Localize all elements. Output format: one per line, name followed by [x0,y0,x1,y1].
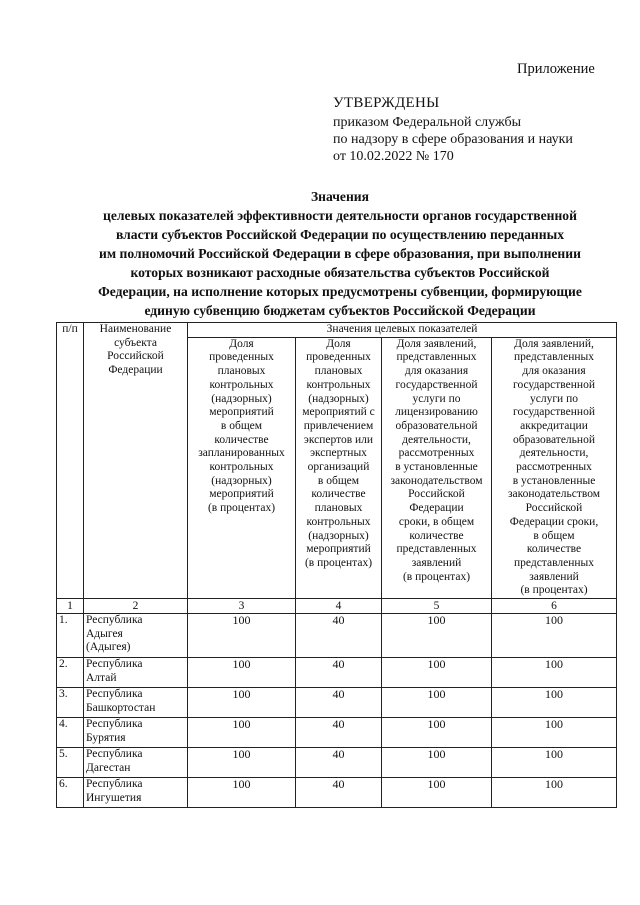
header-line: экспертов или [303,433,374,446]
header-line: Доля [229,337,254,350]
value-cell: 40 [296,718,382,748]
row-number: 4. [57,718,84,748]
value-cell: 100 [188,688,296,718]
region-name-line: Алтай [86,671,117,684]
document-title [50,187,630,320]
region-name-line: Ингушетия [86,791,142,804]
value-cell: 100 [382,718,492,748]
header-line: деятельности, [519,447,589,460]
header-line: в установленные [512,474,596,487]
header-line: Федерации [108,364,163,377]
header-line: экспертных [310,447,367,460]
header-line: Доля заявлений, [396,337,477,350]
region-name-line: Республика [86,718,143,731]
value-cell: 100 [382,658,492,688]
table-row [57,688,617,718]
title-line: им полномочий Российской Федерации в сфере образования, при выполнении [99,246,581,261]
header-line: плановых [314,502,363,515]
title-line: власти субъектов Российской Федерации по осуществлению переданных [115,227,564,242]
region-name-line: Башкортостан [86,701,156,714]
appendix-label: Приложение [517,61,595,77]
region-name [84,748,188,778]
header-line: мероприятий с [302,406,375,419]
table-row [57,778,617,808]
header-line: субъекта [114,336,157,349]
header-line: представленных [396,543,477,556]
value-cell: 100 [492,614,617,658]
header-line: Российской [525,502,583,515]
header-line: контрольных [209,378,274,391]
approved-line: по надзору в сфере образования и науки [333,132,573,147]
value-cell: 100 [188,778,296,808]
region-name-line: (Адыгея) [86,641,131,654]
header-line: мероприятий [306,543,371,556]
header-line: деятельности, [402,433,471,446]
header-line: рассмотренных [516,461,592,474]
header-line: (надзорных) [308,392,369,405]
region-name [84,658,188,688]
header-line: мероприятий [209,406,274,419]
column-number: 5 [382,599,492,614]
value-cell: 100 [492,718,617,748]
header-line: государственной [395,378,478,391]
header-line: количестве [409,529,464,542]
header-line: образовательной [513,433,595,446]
group-header: Значения целевых показателей [188,323,617,338]
header-line: для оказания [522,365,586,378]
header-line: Наименование [99,323,172,335]
col4-header [296,337,382,598]
header-line: организаций [307,461,370,474]
value-cell: 100 [492,658,617,688]
header-line: (в процентах) [304,556,373,569]
approved-line: от 10.02.2022 № 170 [333,149,454,164]
region-name-line: Адыгея [86,627,123,640]
col6-header [492,337,617,598]
header-row [57,323,617,338]
header-line: законодательством [507,488,601,501]
region-name-line: Бурятия [86,731,126,744]
header-line: Федерации сроки, [509,515,599,528]
value-cell: 100 [382,748,492,778]
row-number: 5. [57,748,84,778]
value-cell: 40 [296,688,382,718]
column-number: 1 [57,599,84,614]
header-line: проведенных [209,351,274,364]
header-line: Доля заявлений, [514,337,594,350]
region-name [84,778,188,808]
header-line: представленных [396,351,477,364]
title-line: Федерации, на исполнение которых предусмотрены субвенции, формирующие [98,284,582,299]
region-name [84,718,188,748]
header-lines [190,338,293,516]
header-line: (в процентах) [402,570,471,583]
value-cell: 40 [296,778,382,808]
col5-header [382,337,492,598]
header-line: лицензированию [395,406,478,419]
header-line: контрольных [209,461,274,474]
header-line: Федерации [409,502,464,515]
col-name-header [84,323,188,599]
table-row [57,658,617,688]
header-line: представленных [514,351,594,364]
header-line: заявлений [411,556,462,569]
header-line: количестве [526,543,582,556]
table-row [57,718,617,748]
header-line: плановых [314,365,363,378]
row-number: 6. [57,778,84,808]
value-cell: 100 [382,614,492,658]
region-name-line: Республика [86,778,143,791]
value-cell: 100 [382,778,492,808]
region-name [84,688,188,718]
column-number: 2 [84,599,188,614]
header-line: услуги по [412,392,461,405]
value-cell: 100 [382,688,492,718]
header-lines [494,338,614,598]
header-line: заявлений [529,570,579,583]
header-line: привлечением [303,419,374,432]
header-line: (в процентах) [520,584,588,597]
col-num-header: п/п [57,323,84,599]
region-name-line: Республика [86,688,143,701]
value-cell: 100 [188,718,296,748]
value-cell: 40 [296,614,382,658]
header-line: в установленные [395,461,478,474]
header-line: Российской [408,488,465,501]
header-line: государственной [513,378,595,391]
region-name-line: Республика [86,748,143,761]
header-lines [384,338,489,585]
table-row [57,748,617,778]
header-line: (надзорных) [308,529,369,542]
header-line: (надзорных) [211,392,272,405]
header-line: контрольных [306,515,371,528]
header-line: сроки, в общем [398,515,475,528]
region-name-line: Республика [86,658,143,671]
header-line: (надзорных) [211,474,272,487]
region-name-line: Республика [86,614,143,627]
column-number: 4 [296,599,382,614]
header-line: запланированных [198,447,285,460]
approved-title: УТВЕРЖДЕНЫ [333,95,440,111]
value-cell: 100 [188,614,296,658]
column-number: 6 [492,599,617,614]
value-cell: 40 [296,658,382,688]
header-line: услуги по [530,392,578,405]
header-line: мероприятий [209,488,274,501]
row-number: 1. [57,614,84,658]
row-number: 3. [57,688,84,718]
header-lines [298,338,379,571]
header-line: в общем [317,474,360,487]
header-line: в общем [220,419,263,432]
header-line: количестве [214,433,269,446]
region-name [84,614,188,658]
approved-line: приказом Федеральной службы [333,115,521,130]
header-line: Российской [107,350,164,363]
col3-header [188,337,296,598]
header-line: представленных [514,556,594,569]
header-line: Доля [326,337,351,350]
value-cell: 100 [492,748,617,778]
approval-block [333,95,573,165]
value-cell: 40 [296,748,382,778]
value-cell: 100 [492,688,617,718]
header-line: рассмотренных [398,447,475,460]
row-number: 2. [57,658,84,688]
value-cell: 100 [188,658,296,688]
header-line: для оказания [404,365,469,378]
title-line: Значения [311,189,369,204]
value-cell: 100 [492,778,617,808]
header-line: плановых [217,365,266,378]
table-row [57,614,617,658]
header-line: в общем [533,529,575,542]
value-cell: 100 [188,748,296,778]
header-line: проведенных [306,351,371,364]
title-line: целевых показателей эффективности деятельности органов государственной [103,208,577,223]
column-number: 3 [188,599,296,614]
header-line: количестве [311,488,366,501]
header-line: аккредитации [520,419,588,432]
header-line: контрольных [306,378,371,391]
header-line: государственной [513,406,595,419]
title-line: которых возникают расходные обязательства субъектов Российской [130,265,550,280]
header-line: образовательной [395,419,478,432]
column-number-row [57,599,617,614]
header-line: (в процентах) [207,502,276,515]
header-line: законодательством [390,474,483,487]
indicators-table [56,322,617,808]
region-name-line: Дагестан [86,761,131,774]
title-line: единую субвенцию бюджетам субъектов Российской Федерации [144,303,536,318]
